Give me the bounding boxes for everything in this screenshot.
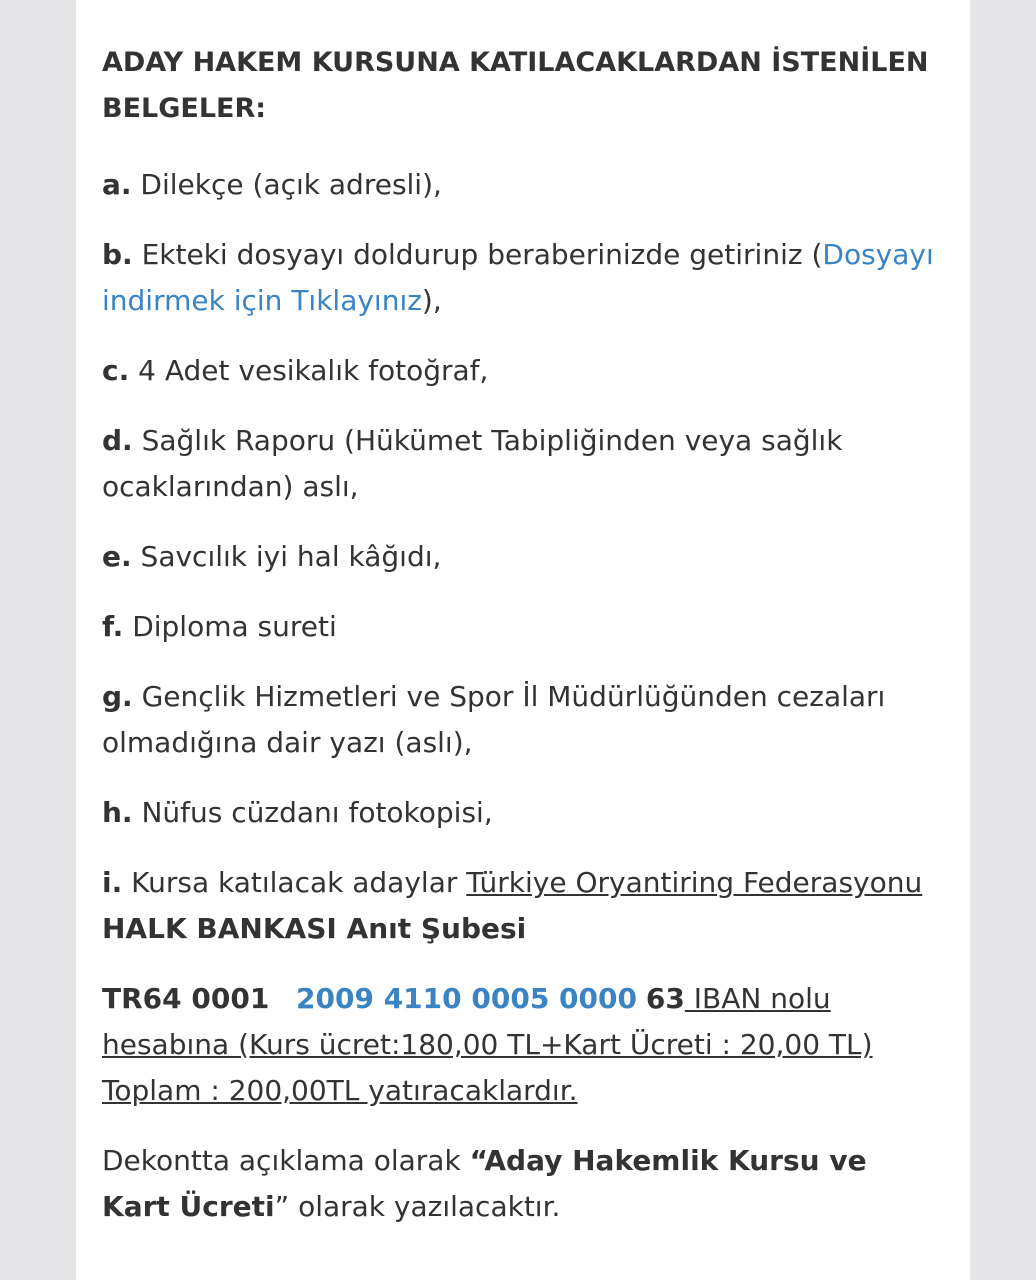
iban-suffix: 63 [645, 982, 685, 1015]
item-text: Ekteki dosyayı doldurup beraberinizde getiriniz ( [132, 238, 823, 271]
list-item-c [102, 348, 944, 394]
iban-description: IBAN nolu hesabına (Kurs ücret:180,00 TL+Kart Ücreti : 20,00 TL) Toplam : 200,00TL yatıracaklardır. [102, 982, 873, 1107]
item-letter: g. [102, 680, 133, 713]
list-item-i [102, 860, 944, 952]
item-text: Dilekçe (açık adresli), [131, 168, 442, 201]
item-text-after: ), [421, 284, 442, 317]
list-item-d [102, 418, 944, 510]
note-text-after: ” olarak yazılacaktır. [274, 1190, 561, 1223]
item-letter: a. [102, 168, 132, 201]
download-link[interactable]: Dosyayı indirmek için Tıklayınız [102, 238, 934, 317]
list-item-g [102, 674, 944, 766]
item-letter: c. [102, 354, 130, 387]
item-text: Diploma sureti [123, 610, 337, 643]
item-text: Savcılık iyi hal kâğıdı, [131, 540, 442, 573]
document-page [76, 0, 970, 1280]
document-heading: ADAY HAKEM KURSUNA KATILACAKLARDAN İSTENİLEN BELGELER: [102, 47, 929, 124]
item-text: Gençlik Hizmetleri ve Spor İl Müdürlüğünden cezaları olmadığına dair yazı (aslı), [102, 680, 886, 759]
note-text-before: Dekontta açıklama olarak [102, 1144, 470, 1177]
item-letter: d. [102, 424, 133, 457]
item-text: Nüfus cüzdanı fotokopisi, [132, 796, 493, 829]
note-quote: “Aday Hakemlik Kursu ve Kart Ücreti [102, 1144, 867, 1223]
bank-name: HALK BANKASI Anıt Şubesi [102, 912, 527, 945]
item-text: Sağlık Raporu (Hükümet Tabipliğinden veya sağlık ocaklarından) aslı, [102, 424, 843, 503]
list-item-h [102, 790, 944, 836]
list-item-a [102, 162, 944, 208]
list-item-b [102, 232, 944, 324]
iban-middle: 2009 4110 0005 0000 [296, 982, 637, 1015]
list-item-f [102, 604, 944, 650]
item-letter: f. [102, 610, 124, 643]
item-text: 4 Adet vesikalık fotoğraf, [129, 354, 489, 387]
iban-paragraph [102, 976, 944, 1114]
item-letter: h. [102, 796, 133, 829]
item-letter: i. [102, 866, 123, 899]
federation-name: Türkiye Oryantiring Federasyonu [466, 866, 923, 899]
item-letter: e. [102, 540, 132, 573]
item-text: Kursa katılacak adaylar [122, 866, 467, 899]
note-paragraph [102, 1138, 944, 1230]
iban-prefix: TR64 0001 [102, 982, 270, 1015]
list-item-e [102, 534, 944, 580]
item-letter: b. [102, 238, 133, 271]
